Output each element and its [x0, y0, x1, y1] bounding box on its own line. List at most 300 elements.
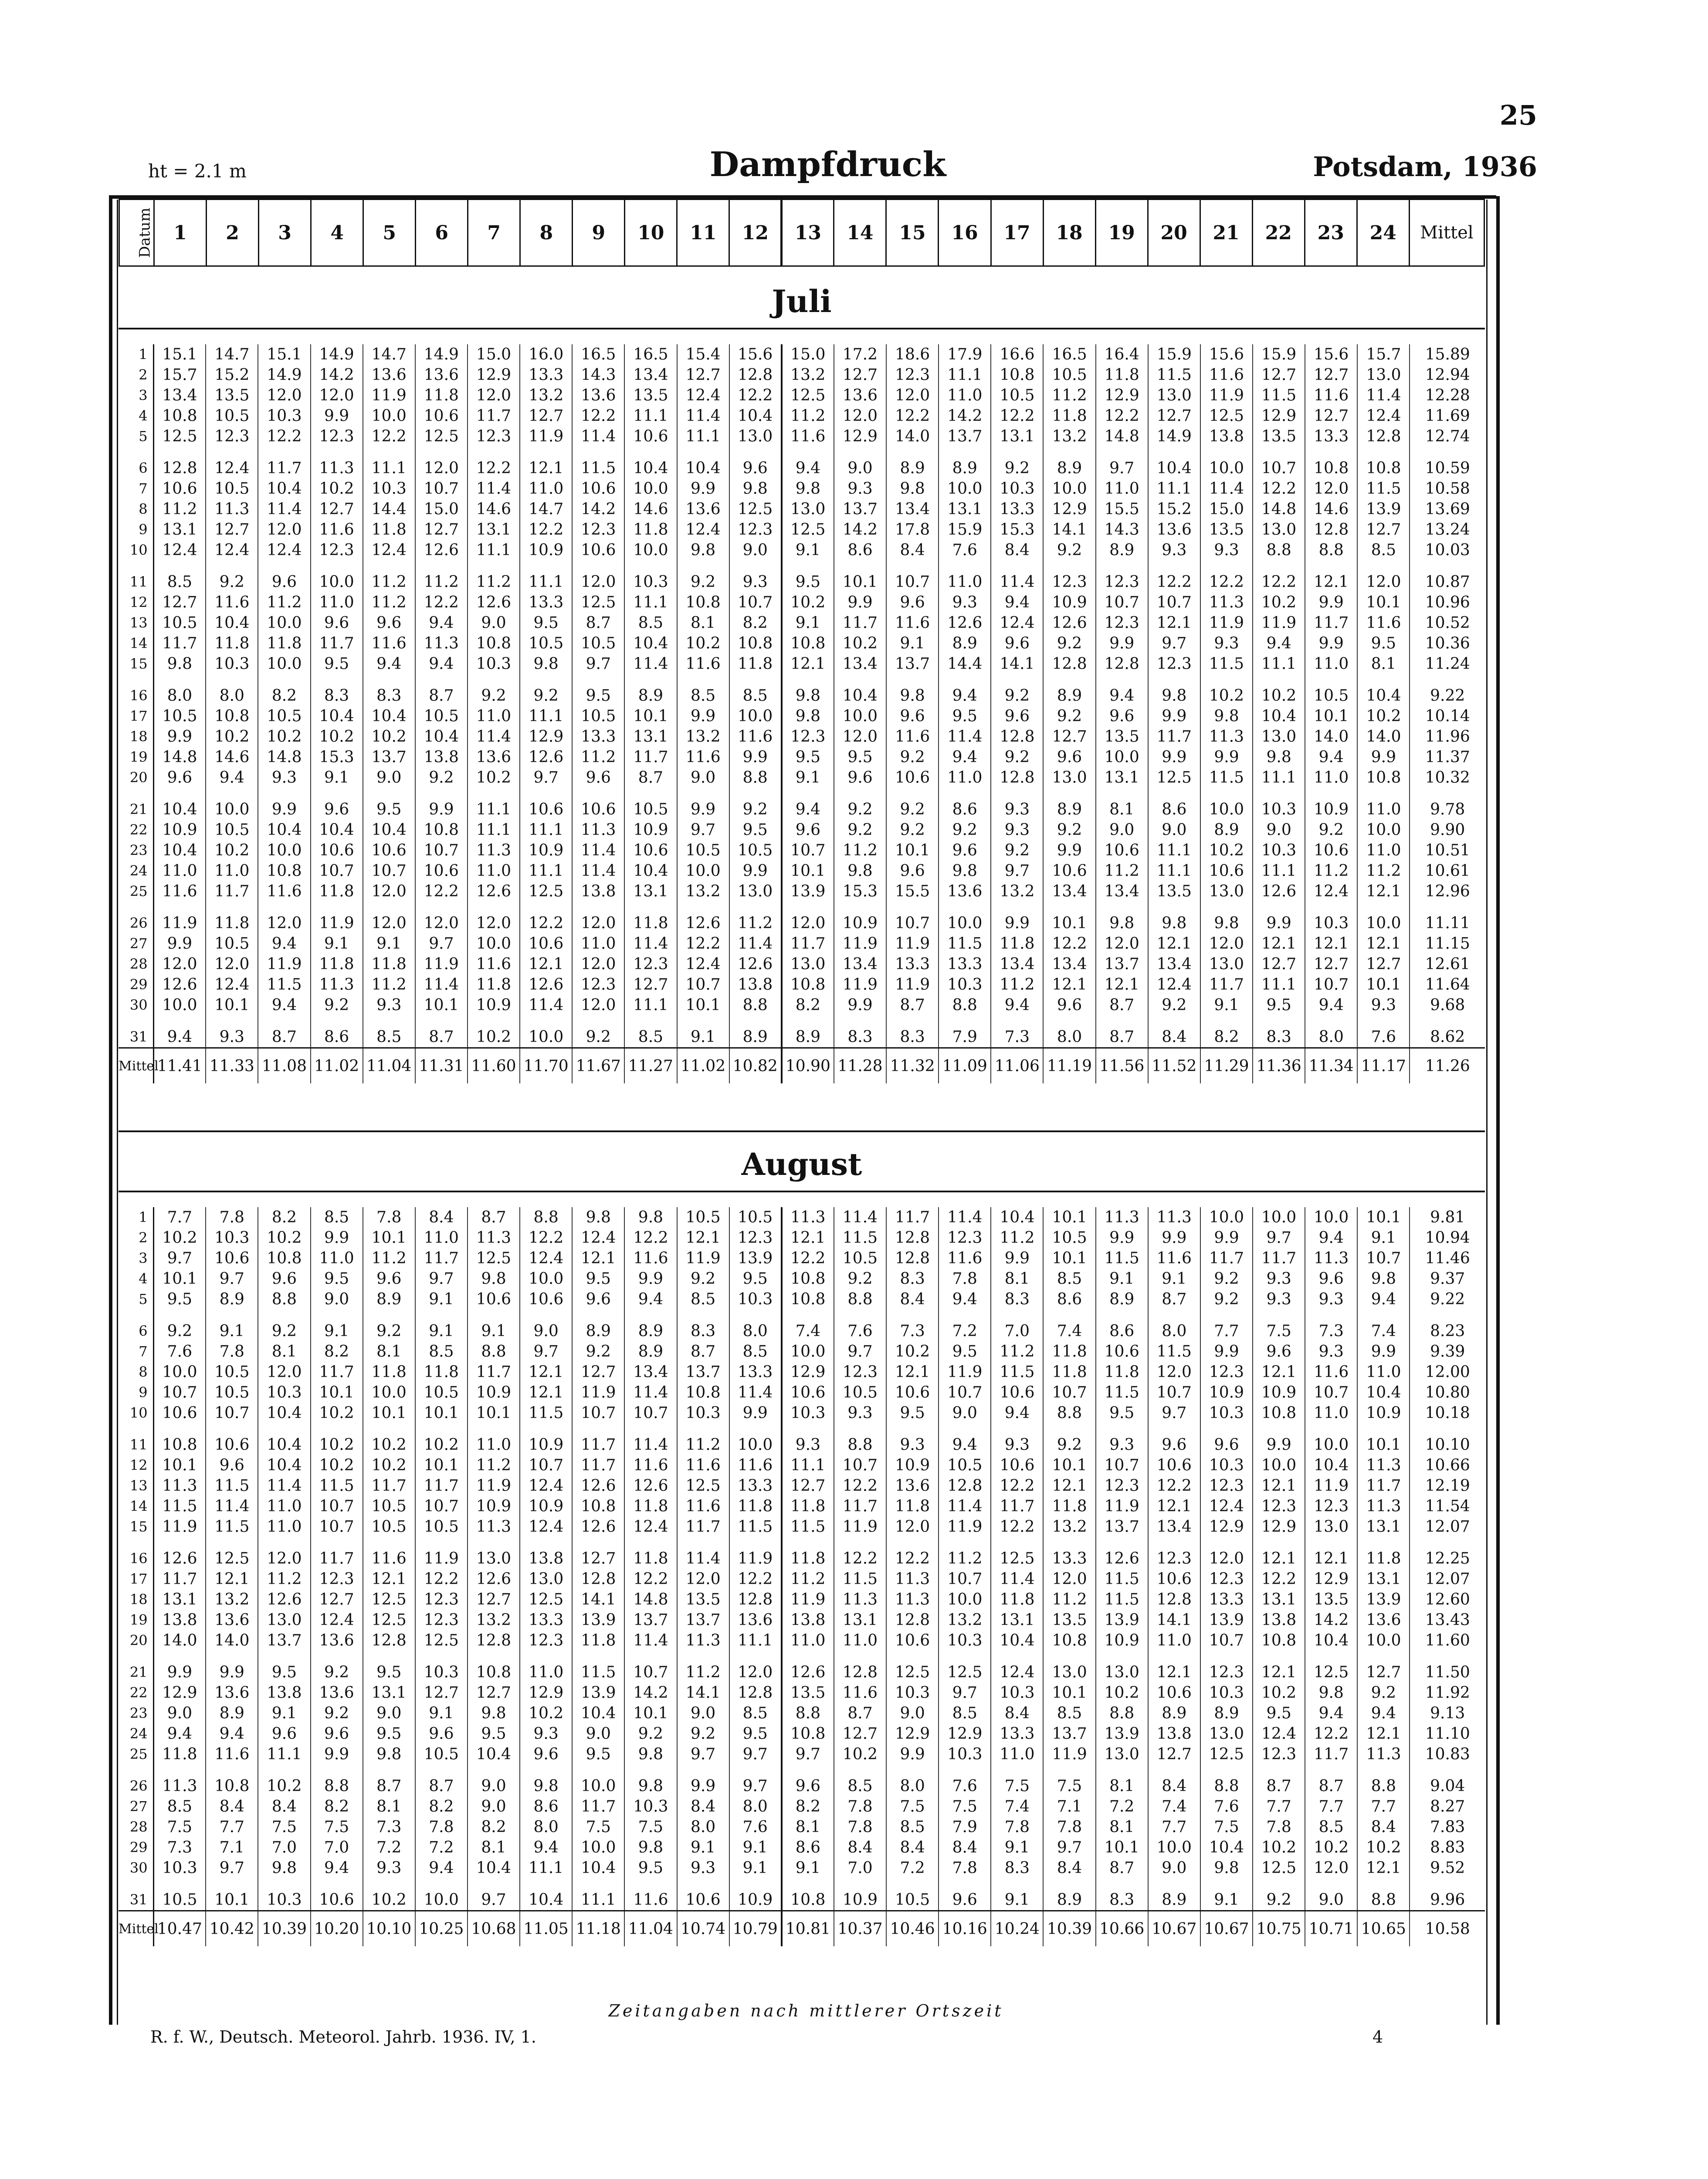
value-cell: 12.8: [991, 726, 1043, 747]
mean-cell: 10.52: [1425, 614, 1470, 632]
value-cell: 12.1: [1043, 1476, 1095, 1496]
value-cell: 13.5: [1096, 726, 1148, 747]
mean-cell: 12.25: [1425, 1550, 1470, 1568]
gap-cell: [834, 1015, 886, 1027]
gap-cell: [363, 674, 415, 686]
gap-cell: [258, 1015, 310, 1027]
value-cell: 8.9: [1148, 1890, 1200, 1911]
value-cell: 7.2: [1096, 1796, 1148, 1817]
value-cell: 12.2: [415, 1569, 468, 1589]
value-cell: 10.3: [1200, 1683, 1253, 1703]
value-cell: 10.2: [258, 1776, 310, 1796]
gap-cell: [1096, 1651, 1148, 1662]
value-cell: 7.4: [1043, 1321, 1095, 1341]
gap-cell: [1043, 674, 1095, 686]
value-cell: 15.0: [415, 499, 468, 519]
gap-cell: [415, 1423, 468, 1435]
table-row: [119, 1837, 1485, 1858]
value-cell: 10.0: [520, 1269, 572, 1289]
value-cell: 10.0: [1200, 458, 1253, 479]
value-cell: 10.0: [782, 1341, 834, 1362]
gap-cell: [1357, 788, 1410, 799]
value-cell: 8.0: [1305, 1027, 1357, 1048]
gap-cell: [311, 1423, 363, 1435]
value-cell: 11.5: [834, 1228, 886, 1248]
value-cell: 12.1: [1253, 1476, 1305, 1496]
value-cell: 14.0: [1305, 726, 1357, 747]
value-cell: 8.9: [1043, 1890, 1095, 1911]
table-row: [119, 1455, 1485, 1476]
value-cell: 13.0: [1096, 1744, 1148, 1765]
gap-cell: [1200, 902, 1253, 913]
gap-cell: [572, 447, 624, 458]
value-cell: 11.2: [1357, 861, 1410, 881]
value-cell: 8.5: [1305, 1817, 1357, 1837]
value-cell: 10.7: [520, 1455, 572, 1476]
value-cell: 12.7: [311, 1589, 363, 1610]
value-cell: 13.7: [363, 747, 415, 767]
value-cell: 12.2: [886, 1548, 939, 1569]
value-cell: 10.4: [624, 861, 677, 881]
value-cell: 10.4: [258, 1403, 310, 1423]
value-cell: 13.4: [1043, 881, 1095, 902]
value-cell: 8.8: [729, 995, 782, 1015]
gap-cell: [311, 447, 363, 458]
value-cell: 10.7: [1096, 1455, 1148, 1476]
value-cell: 10.7: [311, 861, 363, 881]
value-cell: 9.9: [834, 995, 886, 1015]
footnote: Zeitangaben nach mittlerer Ortszeit: [608, 2001, 1004, 2020]
value-cell: 10.2: [520, 1703, 572, 1724]
gap-cell: [729, 1765, 782, 1776]
value-cell: 11.0: [311, 1248, 363, 1269]
value-cell: 9.7: [572, 654, 624, 674]
value-cell: 8.7: [1305, 1776, 1357, 1796]
mean-value-cell: 11.56: [1096, 1048, 1148, 1084]
value-cell: 9.2: [677, 572, 729, 592]
value-cell: 14.2: [939, 406, 991, 426]
mean-value-cell: 11.02: [677, 1048, 729, 1084]
gap-cell: [119, 902, 153, 913]
mean-cell: 11.10: [1425, 1725, 1470, 1743]
value-cell: 9.2: [1253, 1890, 1305, 1911]
value-cell: 9.9: [834, 592, 886, 613]
value-cell: 13.8: [415, 747, 468, 767]
value-cell: 9.7: [415, 1269, 468, 1289]
value-cell: 14.9: [1148, 426, 1200, 447]
value-cell: 12.0: [834, 726, 886, 747]
month-table-juli: [119, 344, 1485, 1083]
value-cell: 9.2: [939, 820, 991, 840]
value-cell: 9.5: [572, 1269, 624, 1289]
value-cell: 11.8: [572, 1630, 624, 1651]
gap-cell: [468, 1310, 520, 1321]
gap-cell: [1096, 1015, 1148, 1027]
value-cell: 8.7: [363, 1776, 415, 1796]
value-cell: 10.9: [468, 995, 520, 1015]
gap-cell: [991, 447, 1043, 458]
gap-cell: [729, 1651, 782, 1662]
value-cell: 9.8: [729, 479, 782, 499]
value-cell: 11.6: [1305, 1362, 1357, 1382]
day-cell: 8: [119, 1362, 153, 1382]
gap-cell: [1357, 1651, 1410, 1662]
value-cell: 10.7: [1305, 974, 1357, 995]
value-cell: 11.8: [782, 1548, 834, 1569]
gap-cell: [834, 1423, 886, 1435]
gap-cell: [1148, 1651, 1200, 1662]
value-cell: 11.0: [258, 1496, 310, 1517]
value-cell: 10.4: [1148, 458, 1200, 479]
gap-cell: [1043, 560, 1095, 572]
value-cell: 11.7: [572, 1455, 624, 1476]
hour-header: 15: [886, 200, 939, 266]
mean-cell: 10.59: [1425, 459, 1470, 477]
value-cell: 11.5: [258, 974, 310, 995]
value-cell: 15.3: [834, 881, 886, 902]
value-cell: 12.6: [1253, 881, 1305, 902]
value-cell: 8.7: [624, 767, 677, 788]
value-cell: 12.0: [782, 913, 834, 933]
value-cell: 11.0: [520, 479, 572, 499]
table-row: [119, 1569, 1485, 1589]
value-cell: 9.2: [677, 1724, 729, 1744]
value-cell: 11.7: [311, 1548, 363, 1569]
value-cell: 9.8: [886, 686, 939, 706]
value-cell: 10.5: [886, 1890, 939, 1911]
value-cell: 10.5: [677, 1207, 729, 1228]
value-cell: 9.4: [1357, 1289, 1410, 1310]
day-cell: 16: [119, 686, 153, 706]
value-cell: 9.2: [729, 799, 782, 820]
value-cell: 11.0: [1096, 479, 1148, 499]
gap-cell: [624, 674, 677, 686]
value-cell: 10.1: [468, 1403, 520, 1423]
mean-cell: 11.50: [1425, 1663, 1470, 1681]
value-cell: 14.6: [468, 499, 520, 519]
value-cell: 10.1: [363, 1228, 415, 1248]
value-cell: 12.0: [1096, 933, 1148, 954]
mean-value-cell: 10.10: [363, 1911, 415, 1947]
gap-cell: [729, 1015, 782, 1027]
gap-cell: [311, 1651, 363, 1662]
value-cell: 11.3: [311, 974, 363, 995]
mean-cell: 8.27: [1430, 1798, 1465, 1816]
value-cell: 15.1: [258, 344, 310, 365]
value-cell: 8.4: [886, 1837, 939, 1858]
day-cell: 6: [119, 458, 153, 479]
place-year: Potsdam, 1936: [1313, 151, 1537, 183]
value-cell: 7.8: [939, 1858, 991, 1878]
value-cell: 9.9: [677, 1776, 729, 1796]
value-cell: 8.0: [1043, 1027, 1095, 1048]
day-cell: 20: [119, 767, 153, 788]
value-cell: 11.2: [363, 592, 415, 613]
table-row: [119, 654, 1485, 674]
value-cell: 12.3: [1253, 1496, 1305, 1517]
value-cell: 11.2: [415, 572, 468, 592]
value-cell: 9.2: [572, 1341, 624, 1362]
value-cell: 13.4: [624, 1362, 677, 1382]
value-cell: 9.9: [153, 1662, 206, 1683]
value-cell: 12.3: [468, 426, 520, 447]
mean-value-cell: 11.19: [1043, 1048, 1095, 1084]
value-cell: 10.3: [1305, 913, 1357, 933]
gap-cell: [1148, 447, 1200, 458]
value-cell: 10.9: [520, 840, 572, 861]
table-row: [119, 1228, 1485, 1248]
hour-header: 11: [677, 200, 729, 266]
gap-cell: [415, 1651, 468, 1662]
value-cell: 10.6: [153, 1403, 206, 1423]
value-cell: 12.5: [363, 1589, 415, 1610]
value-cell: 8.4: [1148, 1027, 1200, 1048]
value-cell: 9.4: [1305, 1703, 1357, 1724]
value-cell: 10.9: [1096, 1630, 1148, 1651]
value-cell: 10.0: [1253, 1207, 1305, 1228]
value-cell: 10.2: [206, 840, 258, 861]
table-row: [119, 1630, 1485, 1651]
value-cell: 11.0: [311, 592, 363, 613]
value-cell: 10.0: [1200, 1207, 1253, 1228]
gap-cell: [991, 1651, 1043, 1662]
table-row: [119, 995, 1485, 1015]
value-cell: 10.2: [468, 767, 520, 788]
value-cell: 9.6: [572, 1289, 624, 1310]
value-cell: 10.2: [1253, 1683, 1305, 1703]
value-cell: 13.8: [729, 974, 782, 995]
value-cell: 9.8: [624, 1744, 677, 1765]
value-cell: 9.2: [834, 820, 886, 840]
value-cell: 9.2: [1043, 1435, 1095, 1455]
value-cell: 11.8: [153, 1744, 206, 1765]
mean-value-cell: 10.81: [782, 1911, 834, 1947]
value-cell: 15.5: [886, 881, 939, 902]
value-cell: 10.2: [886, 1341, 939, 1362]
gap-cell: [1200, 1765, 1253, 1776]
value-cell: 9.6: [258, 572, 310, 592]
value-cell: 12.3: [520, 1630, 572, 1651]
value-cell: 11.3: [677, 1630, 729, 1651]
value-cell: 8.7: [258, 1027, 310, 1048]
gap-cell: [782, 674, 834, 686]
value-cell: 11.8: [624, 519, 677, 540]
value-cell: 11.9: [939, 1362, 991, 1382]
value-cell: 11.7: [886, 1207, 939, 1228]
value-cell: 8.0: [729, 1796, 782, 1817]
gap-cell: [1148, 560, 1200, 572]
month-rule: [119, 1130, 1485, 1132]
value-cell: 13.1: [624, 726, 677, 747]
mean-value-cell: 10.90: [782, 1048, 834, 1084]
value-cell: 13.0: [1253, 726, 1305, 747]
value-cell: 12.2: [1148, 572, 1200, 592]
value-cell: 13.2: [1043, 426, 1095, 447]
value-cell: 13.0: [468, 1548, 520, 1569]
day-cell: 28: [119, 954, 153, 974]
gap-cell: [729, 1537, 782, 1548]
mean-cell: 12.61: [1425, 955, 1470, 973]
value-cell: 10.7: [311, 1496, 363, 1517]
value-cell: 12.5: [363, 1610, 415, 1630]
gap-cell: [363, 447, 415, 458]
value-cell: 10.3: [258, 406, 310, 426]
value-cell: 11.4: [1357, 385, 1410, 406]
gap-cell: [468, 560, 520, 572]
mean-cell: 11.11: [1425, 914, 1470, 932]
gap-cell: [677, 1423, 729, 1435]
gap-cell: [520, 902, 572, 913]
table-row: [119, 706, 1485, 726]
mean-cell: 12.60: [1425, 1591, 1470, 1609]
gap-cell: [119, 1765, 153, 1776]
mean-cell: 9.22: [1430, 1290, 1465, 1308]
value-cell: 13.6: [415, 365, 468, 385]
value-cell: 10.7: [782, 840, 834, 861]
value-cell: 14.9: [258, 365, 310, 385]
value-cell: 11.8: [1043, 1362, 1095, 1382]
value-cell: 12.6: [153, 974, 206, 995]
value-cell: 13.4: [624, 365, 677, 385]
value-cell: 10.1: [677, 995, 729, 1015]
mean-value-cell: 11.36: [1253, 1048, 1305, 1084]
value-cell: 9.9: [1096, 633, 1148, 654]
month-title-august: August: [741, 1146, 862, 1182]
value-cell: 10.5: [363, 1517, 415, 1537]
gap-cell: [1200, 674, 1253, 686]
value-cell: 9.3: [363, 995, 415, 1015]
value-cell: 9.0: [363, 767, 415, 788]
value-cell: 10.2: [1305, 1837, 1357, 1858]
gap-cell: [1357, 1537, 1410, 1548]
value-cell: 11.9: [939, 1517, 991, 1537]
value-cell: 10.7: [939, 1569, 991, 1589]
value-cell: 11.4: [834, 1207, 886, 1228]
value-cell: 14.2: [834, 519, 886, 540]
value-cell: 9.9: [1253, 913, 1305, 933]
value-cell: 13.4: [1148, 954, 1200, 974]
table-row: [119, 954, 1485, 974]
table-row: [119, 767, 1485, 788]
value-cell: 13.3: [1043, 1548, 1095, 1569]
value-cell: 10.6: [1096, 840, 1148, 861]
value-cell: 11.1: [520, 706, 572, 726]
day-cell: 19: [119, 1610, 153, 1630]
value-cell: 13.5: [1253, 426, 1305, 447]
value-cell: 12.2: [1043, 933, 1095, 954]
value-cell: 9.5: [311, 654, 363, 674]
value-cell: 10.5: [991, 385, 1043, 406]
gap-cell: [1096, 1423, 1148, 1435]
gap-cell: [363, 1310, 415, 1321]
value-cell: 10.6: [1148, 1683, 1200, 1703]
value-cell: 9.7: [834, 1341, 886, 1362]
value-cell: 7.7: [1357, 1796, 1410, 1817]
value-cell: 10.6: [886, 767, 939, 788]
value-cell: 13.7: [1096, 954, 1148, 974]
hour-header: 10: [625, 200, 677, 266]
value-cell: 7.5: [939, 1796, 991, 1817]
value-cell: 12.2: [991, 406, 1043, 426]
value-cell: 10.0: [153, 995, 206, 1015]
gap-cell: [153, 560, 206, 572]
value-cell: 12.5: [206, 1548, 258, 1569]
value-cell: 14.1: [1148, 1610, 1200, 1630]
day-cell: 12: [119, 1455, 153, 1476]
value-cell: 14.2: [572, 499, 624, 519]
gap-cell: [1148, 1015, 1200, 1027]
value-cell: 12.0: [363, 913, 415, 933]
value-cell: 8.4: [1148, 1776, 1200, 1796]
value-cell: 9.4: [1305, 747, 1357, 767]
value-cell: 12.7: [572, 1548, 624, 1569]
value-cell: 12.9: [1096, 385, 1148, 406]
value-cell: 13.0: [1043, 767, 1095, 788]
value-cell: 9.8: [1200, 913, 1253, 933]
gap-cell: [834, 1310, 886, 1321]
value-cell: 10.9: [1305, 799, 1357, 820]
gap-cell: [991, 1310, 1043, 1321]
value-cell: 10.4: [624, 633, 677, 654]
value-cell: 9.1: [311, 767, 363, 788]
gap-cell: [1253, 1015, 1305, 1027]
value-cell: 12.4: [1200, 1496, 1253, 1517]
hour-header: 6: [416, 200, 468, 266]
table-row: [119, 1662, 1485, 1683]
value-cell: 11.4: [572, 840, 624, 861]
value-cell: 12.2: [886, 406, 939, 426]
value-cell: 9.4: [258, 995, 310, 1015]
value-cell: 11.1: [939, 365, 991, 385]
value-cell: 10.4: [1200, 1837, 1253, 1858]
value-cell: 11.3: [1200, 726, 1253, 747]
table-row: [119, 861, 1485, 881]
value-cell: 12.2: [520, 1228, 572, 1248]
table-row: [119, 540, 1485, 560]
value-cell: 8.9: [1096, 540, 1148, 560]
value-cell: 12.8: [1148, 1589, 1200, 1610]
value-cell: 7.8: [834, 1817, 886, 1837]
gap-cell: [1043, 447, 1095, 458]
value-cell: 11.9: [834, 933, 886, 954]
value-cell: 11.8: [624, 1496, 677, 1517]
value-cell: 12.0: [258, 913, 310, 933]
table-row: [119, 1796, 1485, 1817]
value-cell: 10.4: [572, 1703, 624, 1724]
value-cell: 10.6: [153, 479, 206, 499]
value-cell: 10.2: [834, 1744, 886, 1765]
value-cell: 15.6: [1200, 344, 1253, 365]
value-cell: 12.0: [1357, 572, 1410, 592]
row-gap: [119, 788, 1485, 799]
value-cell: 13.2: [939, 1610, 991, 1630]
value-cell: 13.0: [1148, 385, 1200, 406]
value-cell: 12.8: [729, 1683, 782, 1703]
value-cell: 10.0: [1253, 1455, 1305, 1476]
value-cell: 10.5: [1305, 686, 1357, 706]
value-cell: 11.2: [729, 913, 782, 933]
day-cell: 18: [119, 1589, 153, 1610]
value-cell: 10.9: [1043, 592, 1095, 613]
value-cell: 8.8: [1043, 1403, 1095, 1423]
value-cell: 10.7: [1148, 1382, 1200, 1403]
value-cell: 12.7: [1357, 1662, 1410, 1683]
gap-cell: [834, 902, 886, 913]
value-cell: 11.2: [1043, 385, 1095, 406]
value-cell: 10.5: [729, 840, 782, 861]
value-cell: 8.7: [1096, 995, 1148, 1015]
value-cell: 8.5: [729, 686, 782, 706]
